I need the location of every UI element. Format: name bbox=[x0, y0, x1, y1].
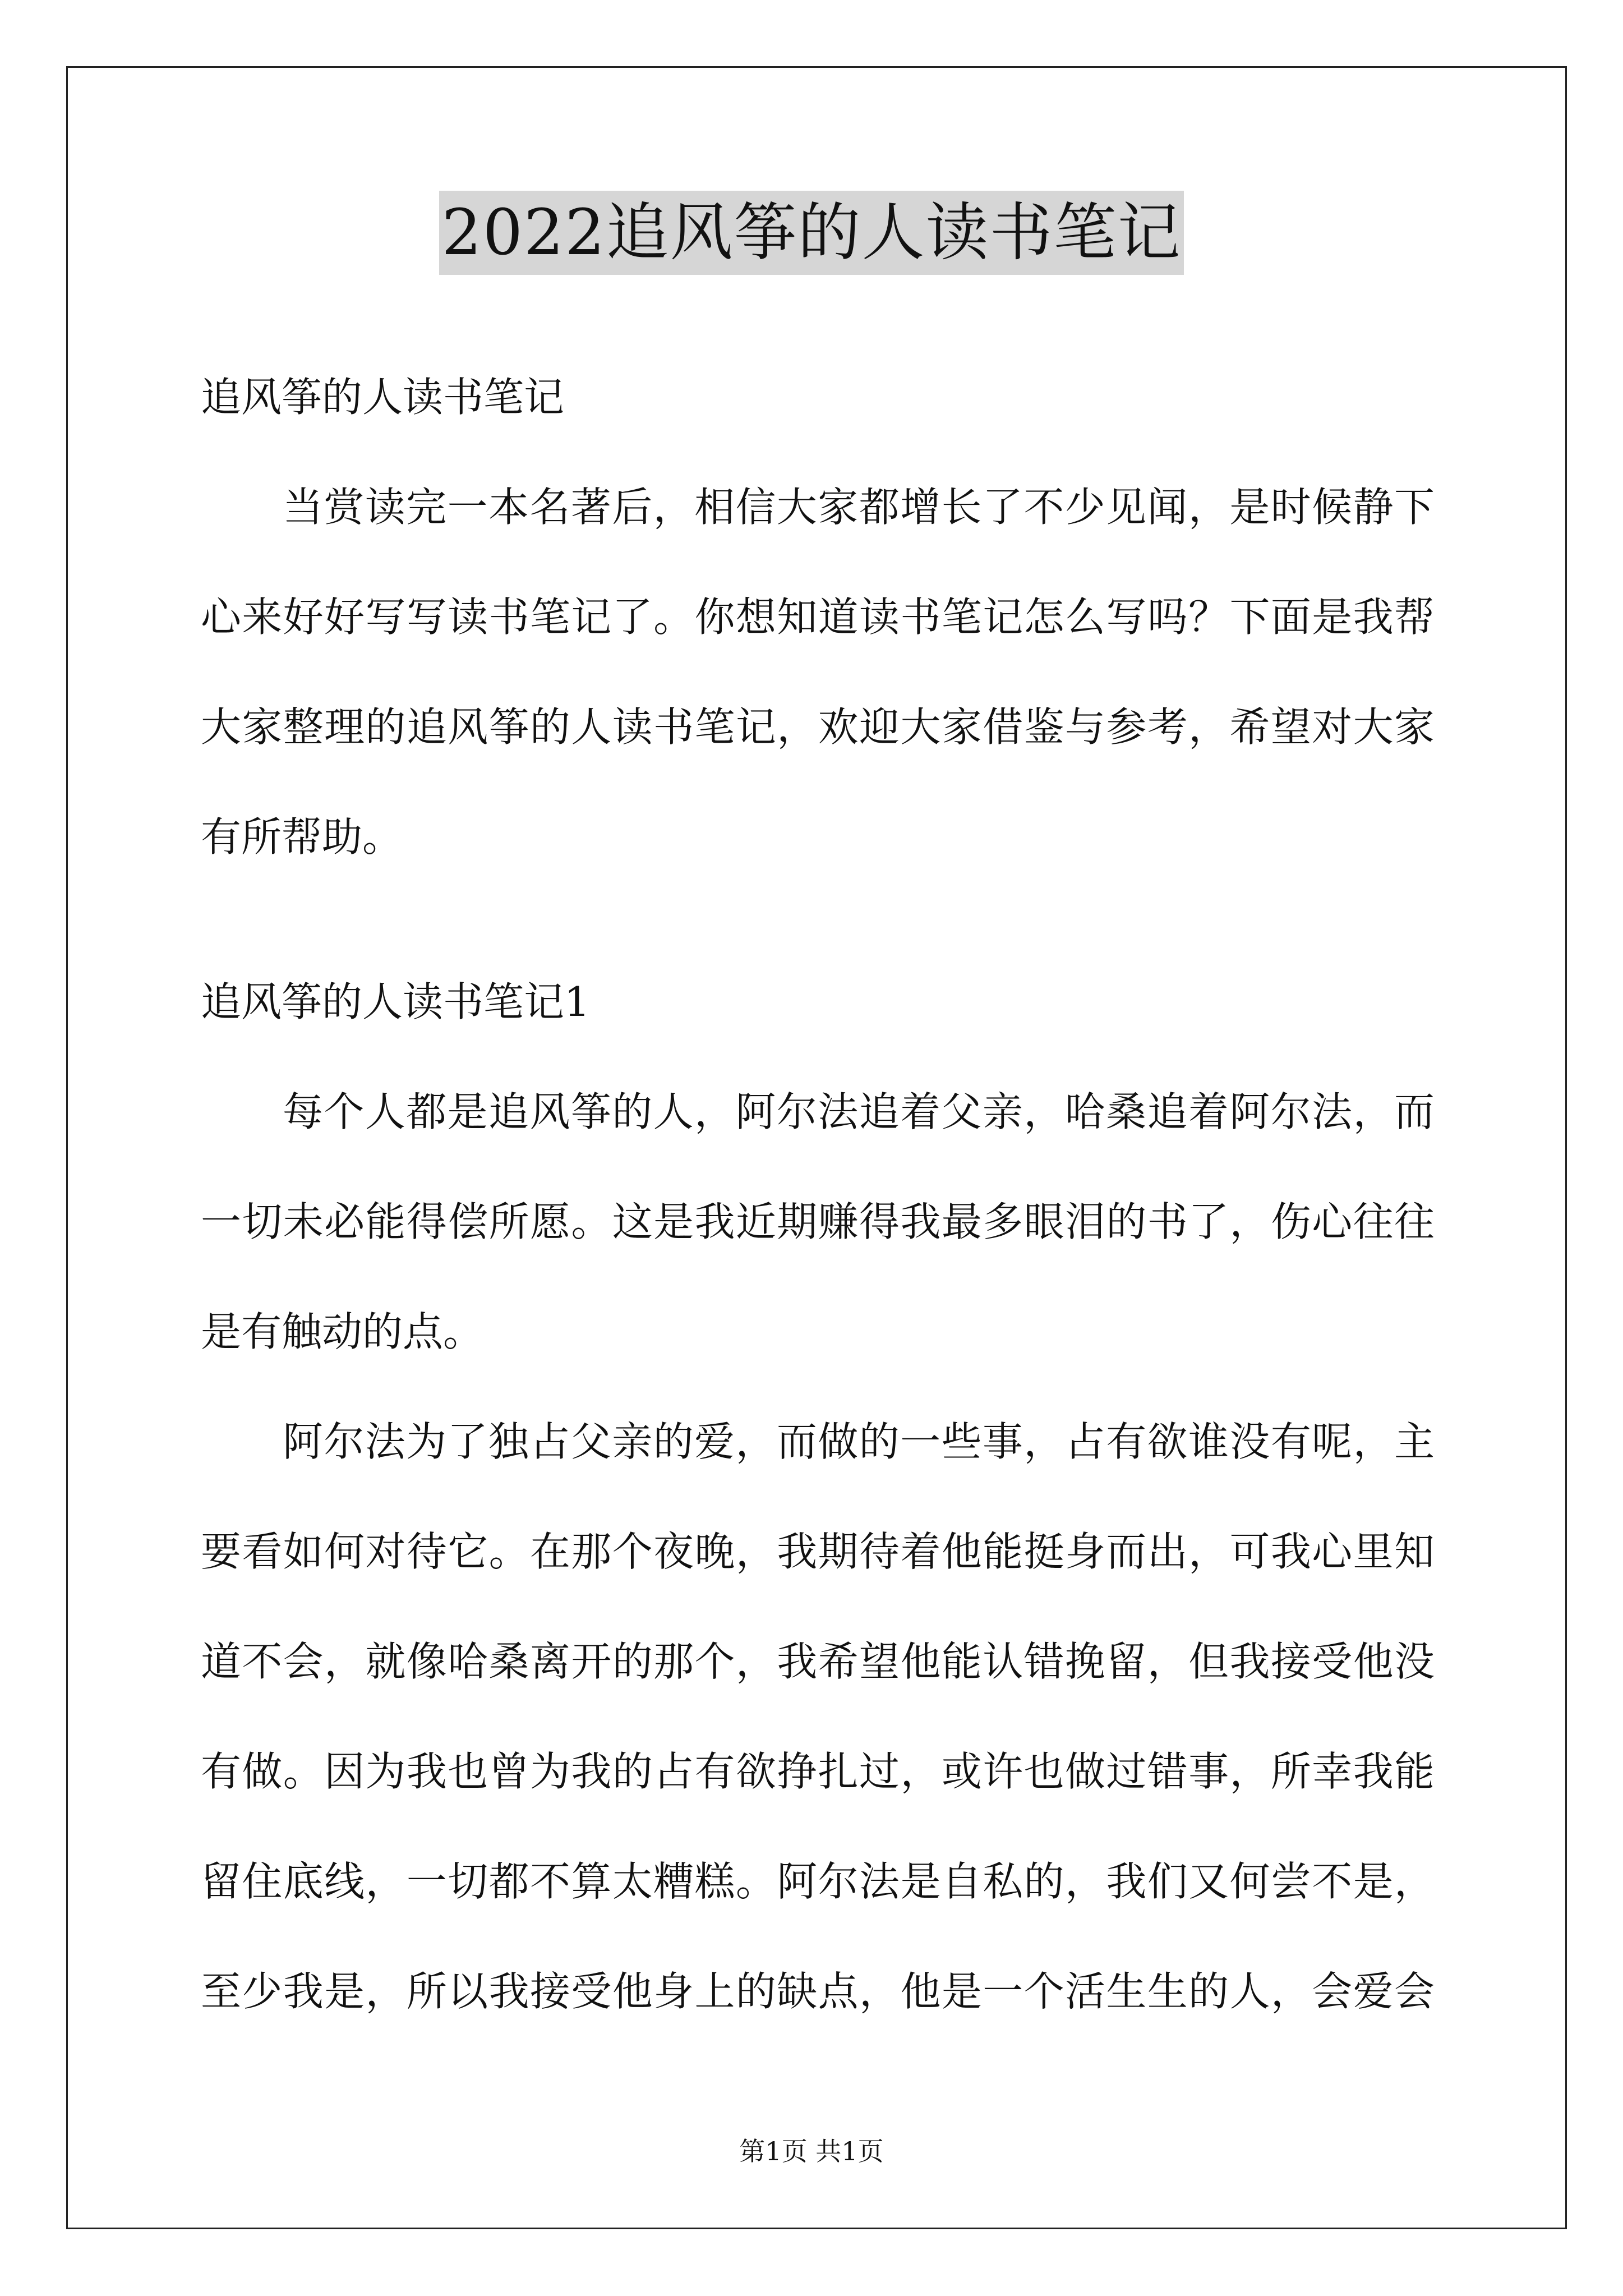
paragraph-line: 留住底线，一切都不算太糟糕。阿尔法是自私的，我们又何尝不是， bbox=[201, 1858, 1435, 1905]
paragraph-line: 心来好好写写读书笔记了。你想知道读书笔记怎么写吗？下面是我帮 bbox=[201, 593, 1435, 641]
section-heading: 追风筝的人读书笔记 bbox=[201, 374, 565, 421]
paragraph-line: 每个人都是追风筝的人，阿尔法追着父亲，哈桑追着阿尔法，而 bbox=[283, 1088, 1435, 1135]
section-spacer bbox=[201, 892, 1435, 947]
paragraph-line: 阿尔法为了独占父亲的爱，而做的一些事，占有欲谁没有呢，主 bbox=[283, 1418, 1435, 1465]
title-container bbox=[0, 191, 1623, 275]
paragraph-line: 有所帮助。 bbox=[201, 813, 403, 861]
section-heading: 追风筝的人读书笔记1 bbox=[201, 978, 590, 1025]
paragraph-line: 有做。因为我也曾为我的占有欲挣扎过，或许也做过错事，所幸我能 bbox=[201, 1748, 1435, 1795]
paragraph-line: 道不会，就像哈桑离开的那个，我希望他能认错挽留，但我接受他没 bbox=[201, 1638, 1435, 1685]
paragraph-line: 一切未必能得偿所愿。这是我近期赚得我最多眼泪的书了，伤心往往 bbox=[201, 1198, 1435, 1245]
document-body bbox=[201, 342, 1435, 2046]
page-footer: 第1页 共1页 bbox=[739, 2136, 884, 2166]
paragraph-line: 要看如何对待它。在那个夜晚，我期待着他能挺身而出，可我心里知 bbox=[201, 1528, 1435, 1575]
paragraph-line: 当赏读完一本名著后，相信大家都增长了不少见闻，是时候静下 bbox=[283, 484, 1435, 531]
document-title: 2022追风筝的人读书笔记 bbox=[439, 191, 1183, 275]
paragraph-line: 大家整理的追风筝的人读书笔记，欢迎大家借鉴与参考，希望对大家 bbox=[201, 703, 1435, 751]
paragraph-line: 至少我是，所以我接受他身上的缺点，他是一个活生生的人，会爱会 bbox=[201, 1968, 1435, 2015]
paragraph-line: 是有触动的点。 bbox=[201, 1308, 484, 1355]
